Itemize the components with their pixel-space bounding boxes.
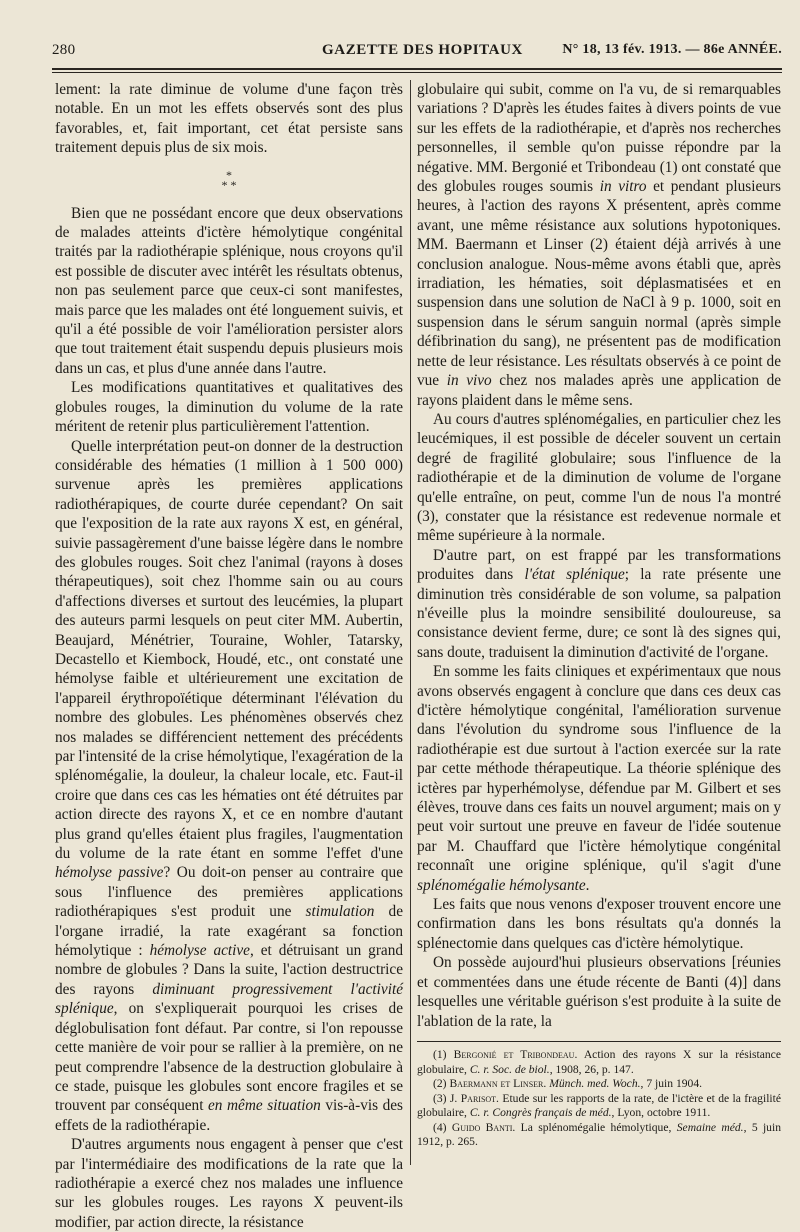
header-rule-thin [52,72,782,73]
paragraph: D'autre part, on est frappé par les transformations produites dans l'état splénique; la rate présente une diminution très considérable de son volume, sa palpation n'éveille plus la moindre sensibilité douloureuse, sa consistance devient ferme, dure; ce sont là des signes qui, sans doute, traduisent la diminution d'activité de l'organe. [417,546,782,661]
emphasis: en même situation [208,1097,321,1115]
section-asterism: * * * [221,167,237,192]
paragraph: globulaire qui subit, comme on l'a vu, de si remarquables variations ? D'après les études faites à divers points de vue sur les effets de la radiothérapie, et d'après nos recherches personnelles, il semble qu'on puisse répondre par la négative. MM. Bergonié et Tribondeau (1) ont constaté que des globules rouges soumis in vitro et pendant plusieurs heures, à l'action des rayons X présentent, après comme avant, une même résistance aux solutions hypotoniques. MM. Baermann et Linser (2) étaient déjà arrivés à une conclusion analogue. Nous-même avons établi que, après irradiation, les hématies, soit déplasmatisées et en suspension dans une solution de NaCl à 9 p. 1000, soit en suspension dans le sérum sanguin normal (après simple défibrination du sang), ne présentent pas de modification nette de leur résistance. Les résultats observés à ce point de vue in vivo chez nos malades après une application de rayons plaident dans le même sens. [417,81,782,409]
emphasis: hémolyse active [149,942,250,960]
emphasis: in vitro [599,178,647,196]
page-header [52,38,782,62]
paragraph: D'autres arguments nous engagent à penser que c'est par l'intermédiaire des modifications de la rate que la radiothérapie a exercé chez nos malades une influence sur les globules rouges. Les rayons X peuvent-ils modifier, par action directe, la résistance [55,1136,403,1231]
emphasis: hémolyse passive [55,864,164,882]
footnotes [417,1048,781,1150]
left-column [55,80,403,1232]
emphasis: in vivo [446,372,492,390]
paragraph: En somme les faits cliniques et expérimentaux que nous avons observés engagent à conclure que dans ces deux cas d'ictère hémolytique congénital, l'amélioration survenue dans l'évolution du syndrome sous l'influence de la radiothérapie est due surtout à l'action exercée sur la rate par cette méthode thérapeutique. La théorie splénique des ictères par hyperhémolyse, défendue par M. Gilbert et ses élèves, trouve dans ces faits un nouvel argument; mais on y peut voir surtout une preuve en faveur de l'idée soutenue par M. Chauffard que l'ictère hémolytique congénital reconnaît une origine splénique, qu'il s'agit d'une splénomégalie hémolysante. [417,663,781,894]
paragraph: Les modifications quantitatives et qualitatives des globules rouges, la diminution du volume de la rate méritent de retenir plus particulièrement l'attention. [55,379,403,436]
footnote-rule [417,1041,781,1042]
paragraph: Les faits que nous venons d'exposer trouvent encore une confirmation dans les bons résultats qu'a donnés la splénectomie dans quelques cas d'ictère hémolytique. [417,896,781,952]
column-divider [410,80,411,1165]
journal-title: GAZETTE DES HOPITAUX [322,42,523,58]
issue-info: N° 18, 13 fév. 1913. — 86e ANNÉE. [562,42,782,57]
paragraph: On possède aujourd'hui plusieurs observations [réunies et commentées dans une étude récente de Banti (4)] dans lesquelles une véritable guérison s'est produite à la suite de l'ablation de la rate, la [417,954,781,1030]
emphasis: diminuant progressivement l'activité splénique [55,980,404,1018]
paragraph: lement: la rate diminue de volume d'une façon très notable. En un mot les effets observés sont des plus favorables, et, fait important, cet état persiste sans traitement depuis plus de six mois. [55,81,403,157]
right-column [417,80,781,1150]
footnote-4: (4) Guido Banti. La splénomégalie hémolytique, Semaine méd., 5 juin 1912, p. 265. [417,1120,781,1149]
footnote-1: (1) Bergonié et Tribondeau. Action des rayons X sur la résistance globulaire, C. r. Soc. de biol., 1908, 26, p. 147. [417,1047,781,1076]
emphasis: l'état splénique [524,566,625,584]
page-number: 280 [52,42,76,58]
paragraph: Quelle interprétation peut-on donner de la destruction considérable des hématies (1 million à 1 500 000) survenue après les premières applications radiothérapiques, de courte durée cependant? On sait que l'exposition de la rate aux rayons X est, en général, suivie passagèrement d'une baisse légère dans le nombre des globules rouges. Soit chez l'animal (rayons à doses thérapeutiques), soit chez l'homme sain ou au cours d'affections diverses et surtout des leucémies, la plupart des auteurs parmi lesquels on peut citer MM. Aubertin, Beaujard, Ménétrier, Touraine, Wohler, Tatarsky, Decastello et Kiembock, Houdé, etc., ont constaté une hémolyse faible et ultérieurement une excitation de l'appareil érythropoïétique déterminant l'élévation du nombre des globules. Les phénomènes observés chez nos malades se différencient nettement des précédents par l'intensité de la crise hémolytique, l'exagération de la splénomégalie, la douleur, la chaleur locale, etc. Faut-il croire que dans ces cas les hématies ont été détruites par action directe des rayons X, et ce en nombre d'autant plus grand qu'elles étaient plus fragiles, l'augmentation du volume de la rate étant en somme l'effet d'une hémolyse passive? Ou doit-on penser au contraire que sous l'influence des premières applications radiothérapiques s'est produit une stimulation de l'organe irradié, la rate exagérant sa fonction hémolytique : hémolyse active, et détruisant un grand nombre de globules ? Dans la suite, l'action destructrice des rayons diminuant progressivement l'activité splénique, on s'expliquerait pourquoi les crises de déglobulisation font défaut. Par contre, si l'on repousse cette manière de voir pour se rallier à la première, on ne peut comprendre l'absence de la destruction globulaire à ce stade, puisque les globules sont encore fragiles et se trouvent par conséquent en même situation vis-à-vis des effets de la radiothérapie. [55,437,404,1134]
paragraph: Bien que ne possédant encore que deux observations de malades atteints d'ictère hémolytique congénital traités par la radiothérapie splénique, nous croyons qu'il est possible de discuter avec intérêt les résultats obtenus, non pas seulement parce que ceux-ci sont manifestes, mais parce que les malades ont été longuement suivis, et qu'il a été possible de voir l'amélioration persister alors que tout traitement était suspendu depuis plusieurs mois dans un cas, et plus d'une année dans l'autre. [55,204,403,377]
footnote-2: (2) Baermann et Linser. Münch. med. Woch., 7 juin 1904. [433,1077,703,1091]
footnote-3: (3) J. Parisot. Etude sur les rapports de la rate, de l'ictère et de la fragilité globulaire, C. r. Congrès français de méd., Lyon, octobre 1911. [417,1091,782,1120]
emphasis: splénomégalie hémolysante [417,876,586,894]
emphasis: stimulation [305,903,375,921]
header-rule [52,68,782,70]
paragraph: Au cours d'autres splénomégalies, en particulier chez les leucémiques, il est possible de déceler souvent un certain degré de fragilité globulaire; sous l'influence de la radiothérapie et de la diminution de volume de l'organe qu'elle entraîne, on peut, comme l'un de nous l'a montré (3), constater que la résistance est redevenue normale et même supérieure à la normale. [417,410,781,545]
